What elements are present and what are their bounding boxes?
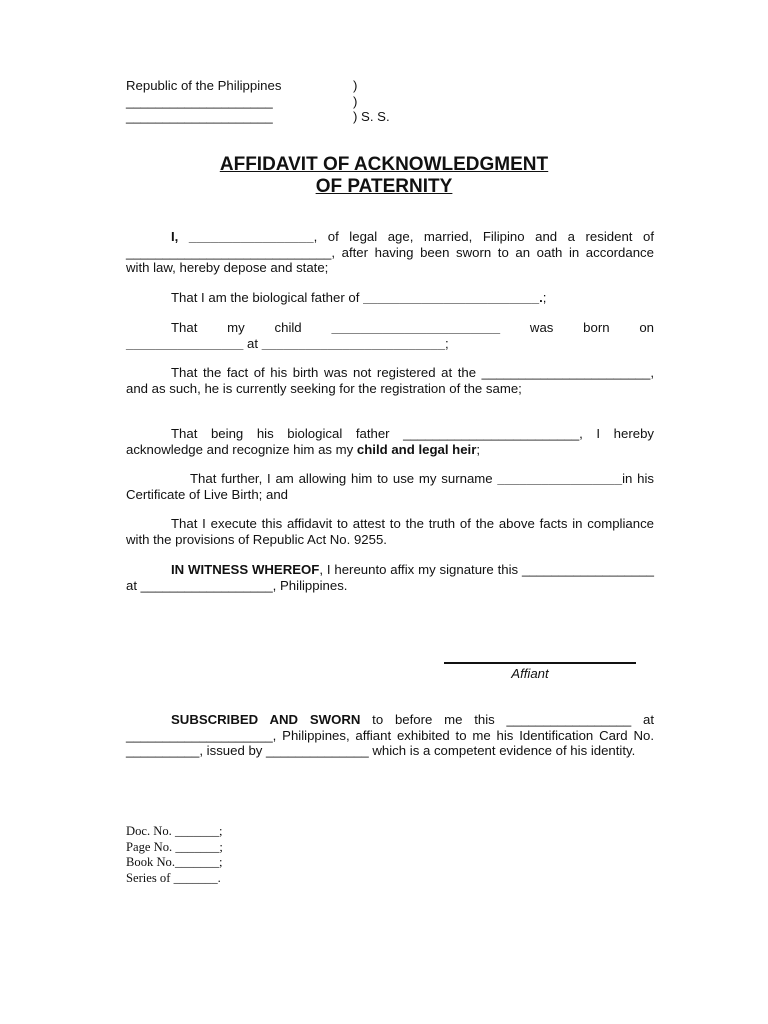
paragraph-registration [126, 365, 654, 396]
child-name-blank: ________________________. [363, 290, 543, 305]
paragraph-father [126, 290, 654, 306]
paragraph-text: , I hereunto affix my signature this __________________ at __________________, Philippines. [126, 562, 654, 593]
paragraph-text: to before me this _________________ at ____________________, Philippines, affiant exhibited to me his Identification Card No. __________, issued by ______________ which is a competent evidence of his identity. [126, 712, 654, 758]
bold-phrase: child and legal heir [356, 441, 477, 457]
birth-date-blank: ________________ [126, 335, 244, 351]
series-of: Series of _______. [126, 870, 221, 885]
venue-block [126, 78, 390, 125]
paragraph-text: in his Certificate of Live Birth; and [126, 471, 654, 502]
paragraph-text: That being his biological father ________________________, I hereby acknowledge and recognize him as my [126, 426, 654, 457]
paragraph-identity [126, 229, 654, 276]
venue-blank: ____________________ [126, 93, 273, 109]
notarial-register-block [126, 824, 223, 886]
paragraph-end: ; [542, 290, 547, 305]
birth-place-blank: _________________________ [261, 335, 446, 351]
venue-country: Republic of the Philippines [126, 78, 282, 93]
affiant-name-blank: I, _________________ [171, 229, 314, 244]
venue-row [126, 78, 390, 94]
paragraph-end: ; [445, 335, 449, 351]
page-no: Page No. _______; [126, 839, 223, 854]
title-line-1: AFFIDAVIT OF ACKNOWLEDGMENT [219, 154, 549, 175]
paragraph-execute [126, 516, 654, 547]
surname-blank: _________________ [497, 471, 623, 486]
venue-ss: ) S. S. [353, 109, 390, 124]
child-blank: _______________________ [331, 320, 501, 335]
paragraph-text: , of legal age, married, Filipino and a resident of ____________________________, after having been sworn to an oath in accordance with law, hereby depose and state; [126, 229, 654, 275]
doc-no: Doc. No. _______; [126, 824, 223, 838]
paragraph-text: That my child [171, 320, 332, 335]
paragraph-text: That I am the biological father of [171, 290, 364, 305]
paragraph-birth [126, 320, 654, 351]
book-no: Book No._______; [126, 855, 223, 869]
paragraph-jurat [126, 712, 654, 759]
paragraph-text: That I execute this affidavit to attest to the truth of the above facts in compliance with the provisions of Republic Act No. 9255. [126, 516, 654, 547]
paragraph-witness [126, 562, 654, 593]
paragraph-text: That further, I am allowing him to use my surname [190, 471, 498, 486]
paragraph-text: That the fact of his birth was not registered at the _______________________, and as such, he is currently seeking for the registration of the same; [126, 365, 654, 396]
venue-row [126, 109, 390, 125]
document-title [0, 154, 768, 198]
venue-paren: ) [353, 93, 358, 109]
paragraph-end: ; [476, 441, 481, 457]
paragraph-surname [126, 471, 654, 502]
venue-row [126, 94, 390, 110]
venue-paren: ) [353, 78, 358, 93]
bold-phrase: IN WITNESS WHEREOF [171, 562, 320, 577]
bold-phrase: SUBSCRIBED AND SWORN [171, 712, 361, 727]
paragraph-text: at [243, 335, 262, 351]
venue-blank: ____________________ [126, 109, 273, 124]
signature-line [444, 654, 636, 664]
affiant-label: Affiant [511, 666, 549, 681]
paragraph-acknowledge [126, 426, 654, 457]
paragraph-text: was born on [500, 320, 654, 335]
title-line-2: OF PATERNITY [315, 176, 453, 197]
